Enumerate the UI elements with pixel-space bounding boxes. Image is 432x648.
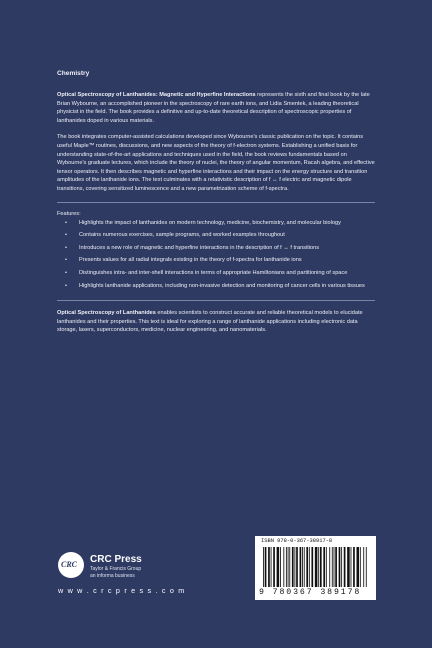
barcode-bar xyxy=(347,547,350,587)
barcode-bar xyxy=(309,547,310,587)
barcode-bar xyxy=(294,547,295,587)
body-paragraph: The book integrates computer-assisted calculations developed since Wybourne's classic publication on the topic. It contains useful Maple™ routines, discussions, and new aspects of the theory of f-electron systems. Establishing a unified basis for understanding state-of-the-art applications and techniques used in the field, the book reviews fundamentals based on Wybourne's graduate lectures, which include the theory of nuclei, the theory of angular momentum, Racah algebra, and effective tensor operators. It then describes magnetic and hyperfine interactions and their impact on the energy structure and transition amplitudes of the lanthanide ions. The text culminates with a relativistic description of f ↔ f electric and magnetic dipole transitions, covering sensitized luminescence and a new parametrization scheme of f-spectra. xyxy=(57,134,375,192)
intro-paragraph xyxy=(57,91,375,125)
intro-title: Optical Spectroscopy of Lanthanides: Magnetic and Hyperfine Interactions xyxy=(57,92,256,98)
feature-text: Highlights lanthanide applications, including non-invasive detection and monitoring of cancer cells in various tissues xyxy=(79,282,365,289)
barcode-bar xyxy=(329,547,330,587)
bullet-icon: • xyxy=(65,269,67,276)
barcode-bar xyxy=(326,547,327,587)
feature-text: Contains numerous exercises, sample programs, and worked examples throughout xyxy=(79,232,285,239)
feature-text: Presents values for all radial integrals existing in the theory of f-spectra for lanthanide ions xyxy=(79,257,302,264)
barcode-bar xyxy=(341,547,342,587)
barcode-bar xyxy=(339,547,341,587)
barcode-bar xyxy=(300,547,302,587)
barcode-bar xyxy=(323,547,325,587)
barcode-bar xyxy=(265,547,267,587)
list-item xyxy=(57,282,375,291)
publisher-business: an informa business xyxy=(90,573,135,579)
closing-paragraph xyxy=(57,309,375,335)
publisher-website[interactable]: w w w . c r c p r e s s . c o m xyxy=(58,586,186,595)
barcode-bar xyxy=(353,547,355,587)
barcode-bar xyxy=(268,547,270,587)
barcode-bar xyxy=(304,547,305,587)
list-item xyxy=(57,231,375,240)
barcode-bar xyxy=(271,547,272,587)
barcode-bar xyxy=(311,547,313,587)
barcode-bar xyxy=(302,547,303,587)
isbn-barcode xyxy=(255,536,376,600)
closing-title: Optical Spectroscopy of Lanthanides xyxy=(57,310,156,317)
features-list xyxy=(57,219,375,291)
barcode-bar xyxy=(344,547,346,587)
barcode-bar xyxy=(280,547,281,587)
features-title: Features: xyxy=(57,210,81,217)
barcode-bar xyxy=(296,547,298,587)
bullet-icon: • xyxy=(65,244,67,251)
bullet-icon: • xyxy=(65,257,67,264)
barcode-bar xyxy=(283,547,284,587)
bullet-icon: • xyxy=(65,219,67,226)
barcode-bar xyxy=(288,547,289,587)
bullet-icon: • xyxy=(65,232,67,239)
barcode-bar xyxy=(318,547,319,587)
barcode-bar xyxy=(332,547,333,587)
list-item xyxy=(57,219,375,228)
barcode-bar xyxy=(363,547,364,587)
barcode-bar xyxy=(357,547,360,587)
feature-text: Distinguishes intra- and inter-shell interactions in terms of appropriate Hamiltonians and partitioning of space xyxy=(79,269,348,276)
barcode-number: 9 780367 389178 xyxy=(259,588,362,597)
publisher-name: CRC Press xyxy=(90,554,142,565)
crc-logo-icon xyxy=(58,552,84,578)
divider xyxy=(57,202,375,203)
publisher-group: Taylor & Francis Group xyxy=(90,566,142,572)
barcode-icon xyxy=(261,547,370,587)
barcode-bar xyxy=(273,547,275,587)
barcode-bar xyxy=(289,547,290,587)
category-label: Chemistry xyxy=(57,70,90,77)
barcode-bar xyxy=(292,547,294,587)
barcode-bar xyxy=(351,547,352,587)
list-item xyxy=(57,256,375,265)
barcode-bar xyxy=(306,547,308,587)
barcode-bar xyxy=(366,547,367,587)
feature-text: Highlights the impact of lanthanides on modern technology, medicine, biochemistry, and molecular biology xyxy=(79,219,341,226)
barcode-bar xyxy=(286,547,287,587)
barcode-bar xyxy=(263,547,264,587)
feature-text: Introduces a new role of magnetic and hyperfine interactions in the description of f ↔ f transitions xyxy=(79,244,320,251)
closing-text: enables scientists to construct accurate and reliable theoretical models to elucidate lanthanides and their properties. This text is ideal for exploring a range of lanthanide applications including electronic data storage, lasers, superconductors, medicine, nuclear engineering, and nanomaterials. xyxy=(57,310,363,334)
list-item xyxy=(57,244,375,253)
logo-mark: CRC xyxy=(61,560,78,569)
intro-text: represents the sixth and final book by the late Brian Wybourne, an accomplished pioneer in the spectroscopy of rare earth ions, and Lidia Smentek, a leading theoretical physicist in the field. The book provides a definitive and up-to-date theoretical description of spectroscopic properties of lanthanides doped in various materials. xyxy=(57,92,370,124)
barcode-bar xyxy=(315,547,318,587)
barcode-bar xyxy=(360,547,361,587)
divider xyxy=(57,300,375,301)
bullet-icon: • xyxy=(65,282,67,289)
barcode-bar xyxy=(334,547,335,587)
barcode-bar xyxy=(277,547,280,587)
list-item xyxy=(57,269,375,278)
barcode-bar xyxy=(320,547,322,587)
cover-text xyxy=(57,70,375,343)
isbn-label: ISBN 978-0-367-38917-8 xyxy=(261,538,333,544)
barcode-bar xyxy=(335,547,337,587)
